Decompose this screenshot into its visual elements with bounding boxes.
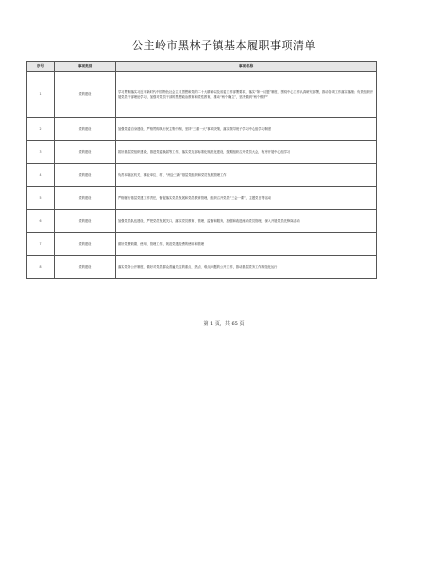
row-name: 做好党费收缴、使用、管理工作，规范党建经费的使用和管理: [116, 233, 377, 256]
duties-table: [26, 61, 377, 279]
row-no: 1: [27, 72, 55, 118]
row-no: 5: [27, 187, 55, 210]
row-name: 学习贯彻落实习近平新时代中国特色社会主义思想和党的二十大精神以及省委工作部署要求，落实“第一议题”制度，围绕中心工作认真研究部署，推动各项工作落实落细；负责组织开展党员干部理论学习，加强对党员干部的思想政治教育和党性教育，推动“两个确立”，坚决做到“两个维护”: [116, 72, 377, 118]
table-row: [27, 72, 377, 118]
row-no: 3: [27, 141, 55, 164]
table-row: [27, 210, 377, 233]
row-name: 抓好基层党组织建设，推进党委换届等工作，落实党支部标准化规范化建设，按期组织召开党员大会，有序开展中心组学习: [116, 141, 377, 164]
row-no: 2: [27, 118, 55, 141]
row-name: 严格履行基层党建工作责任，督促落实党员发展和党员教育管理，组织召开党员“三会一课”，主题党日等活动: [116, 187, 377, 210]
page-number: 第 1 页，共 65 页: [203, 321, 245, 327]
row-category: 党的建设: [55, 164, 116, 187]
table-row: [27, 164, 377, 187]
row-category: 党的建设: [55, 233, 116, 256]
header-no: 序号: [27, 62, 55, 72]
row-no: 4: [27, 164, 55, 187]
row-category: 党的建设: [55, 72, 116, 118]
table-row: [27, 187, 377, 210]
page-title: 公主岭市黑林子镇基本履职事项清单: [132, 39, 316, 52]
row-category: 党的建设: [55, 210, 116, 233]
row-category: 党的建设: [55, 141, 116, 164]
row-name: 落实党务公开制度，做好对党员群众普遍关注的重点、热点、难点问题的公开工作，推动基层党务工作规范化运行: [116, 256, 377, 279]
header-category: 事项类别: [55, 62, 116, 72]
row-no: 6: [27, 210, 55, 233]
header-name: 事项名称: [116, 62, 377, 72]
table-row: [27, 141, 377, 164]
row-no: 7: [27, 233, 55, 256]
table-row: [27, 256, 377, 279]
row-category: 党的建设: [55, 256, 116, 279]
row-category: 党的建设: [55, 118, 116, 141]
row-category: 党的建设: [55, 187, 116, 210]
table-row: [27, 118, 377, 141]
table-header-row: [27, 62, 377, 72]
row-name: 加强党员队伍建设，严把党员发展关口，落实党员教育、管理、监督和服务，加强和改进流动党员管理，深入开展党员先锋岗活动: [116, 210, 377, 233]
row-no: 8: [27, 256, 55, 279]
row-name: 加强党委自身建设，严格贯彻执行民主集中制，坚持“三重一大”事项决策，落实领导班子学习中心组学习制度: [116, 118, 377, 141]
table-row: [27, 233, 377, 256]
row-name: 负责本辖区机关、事业单位、村、“两企三新”基层党组织和党员发展管理工作: [116, 164, 377, 187]
